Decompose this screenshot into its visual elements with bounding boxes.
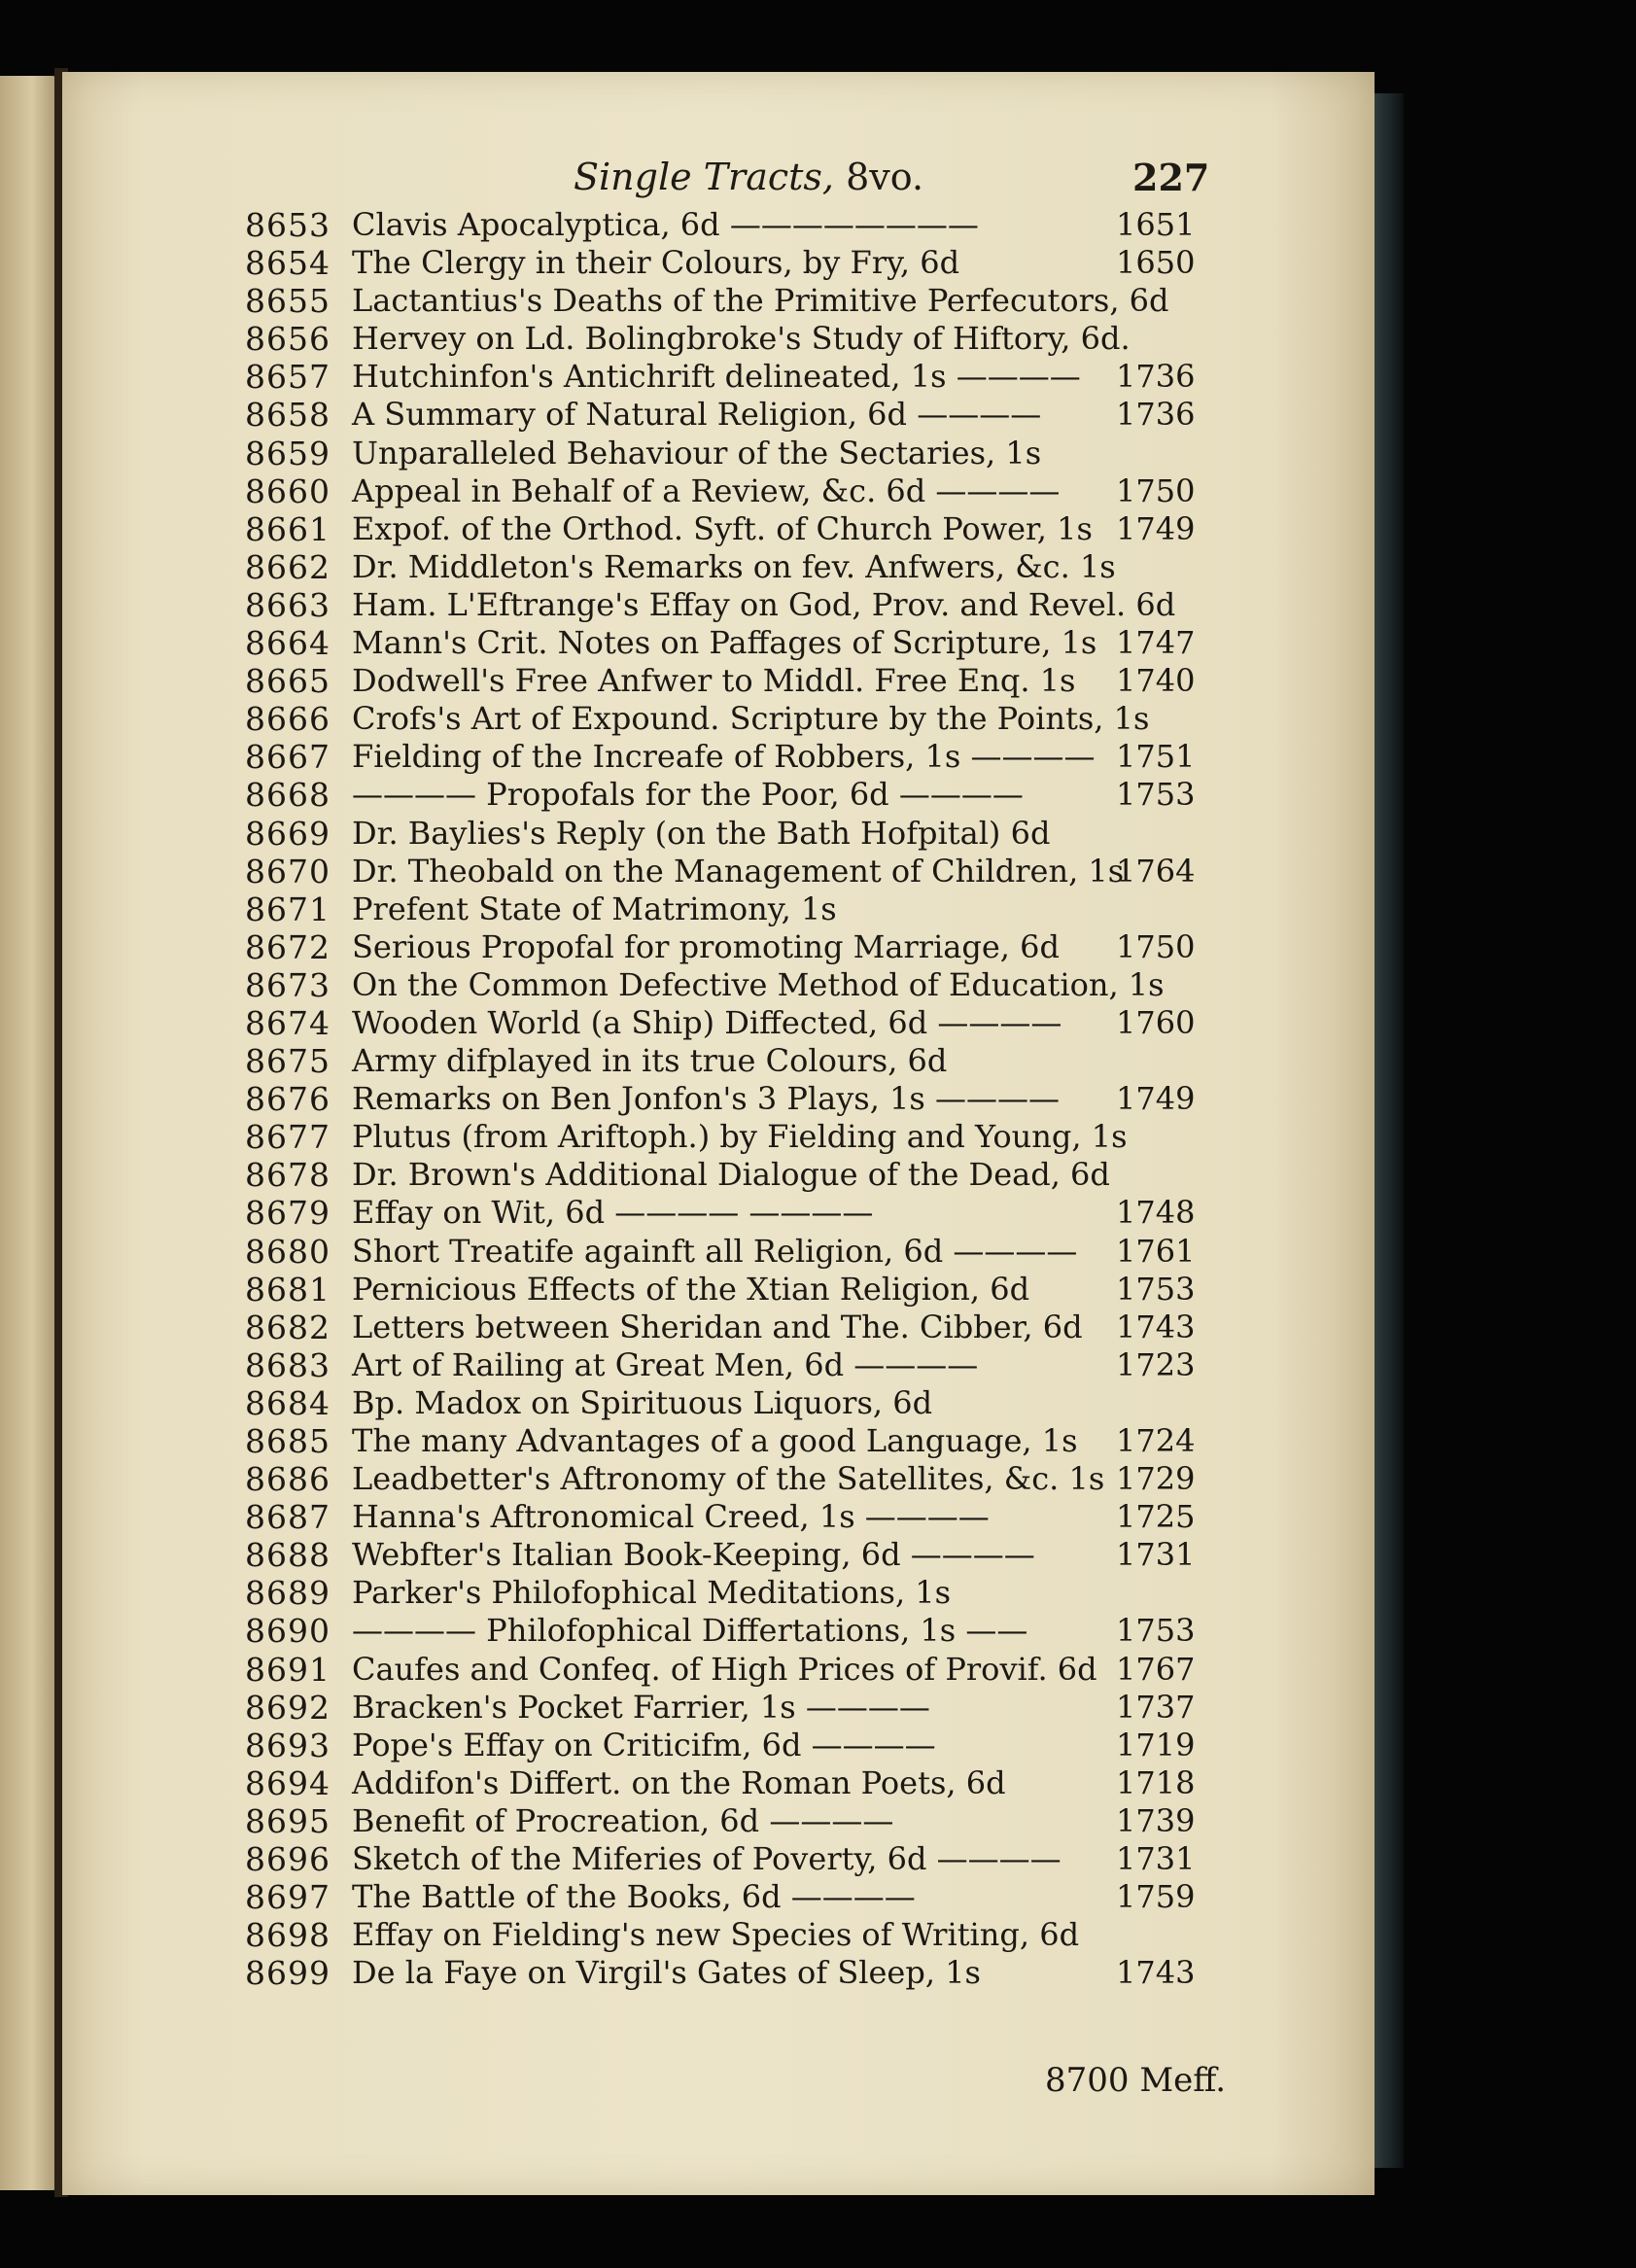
entry-number: 8673	[245, 965, 331, 1004]
catalogue-entry	[0, 1194, 1264, 1232]
entry-number: 8667	[245, 738, 331, 777]
catalogue-entry	[0, 1004, 1264, 1042]
catalogue-entry	[0, 586, 1264, 624]
entry-title: Clavis Apocalyptica, 6d ————————	[352, 206, 979, 243]
catalogue-entry	[0, 776, 1264, 814]
entry-title: Hutchinfon's Antichrift delineated, 1s ————	[352, 358, 1081, 396]
catalogue-entry	[0, 700, 1264, 738]
entry-number: 8697	[245, 1878, 331, 1917]
entry-year: 1753	[1116, 1612, 1196, 1650]
entry-year: 1724	[1116, 1422, 1196, 1459]
entry-number: 8676	[245, 1080, 331, 1119]
entry-year: 1731	[1116, 1840, 1196, 1878]
entry-number: 8684	[245, 1383, 331, 1422]
catalogue-entry	[0, 358, 1264, 396]
entry-number: 8656	[245, 320, 331, 359]
format-label: 8vo.	[846, 156, 924, 198]
entry-number: 8654	[245, 244, 331, 283]
catalogue-entry	[0, 1954, 1264, 1992]
running-header	[62, 156, 1375, 204]
catalogue-entry	[0, 1080, 1264, 1118]
entry-title: Benefit of Procreation, 6d ————	[352, 1801, 894, 1839]
entry-number: 8670	[245, 852, 331, 890]
entry-title: Addifon's Differt. on the Roman Poets, 6d	[352, 1763, 1006, 1801]
entry-number: 8669	[245, 814, 331, 853]
entry-title: Dr. Theobald on the Management of Children, 1s	[352, 852, 1125, 890]
entry-title: Serious Propofal for promoting Marriage, 6d	[352, 927, 1060, 965]
catalogue-entry	[0, 1878, 1264, 1916]
entry-title: On the Common Defective Method of Education, 1s	[352, 965, 1165, 1003]
entry-title: Mann's Crit. Notes on Paffages of Scripture, 1s	[352, 624, 1097, 662]
entry-year: 1749	[1116, 1080, 1196, 1118]
entry-number: 8677	[245, 1118, 331, 1157]
cover-edge	[1375, 93, 1404, 2168]
entry-year: 1651	[1116, 206, 1196, 243]
catalogue-entry	[0, 1840, 1264, 1878]
entry-title: ———— Propofals for the Poor, 6d ————	[352, 776, 1024, 814]
entry-number: 8666	[245, 700, 331, 739]
entry-number: 8696	[245, 1840, 331, 1879]
catalogue-entry	[0, 435, 1264, 472]
entry-number: 8665	[245, 662, 331, 701]
entry-number: 8679	[245, 1194, 331, 1233]
entry-number: 8668	[245, 776, 331, 815]
entry-number: 8672	[245, 927, 331, 966]
entry-title: Dodwell's Free Anfwer to Middl. Free Enq. 1s	[352, 662, 1076, 700]
entry-title: Parker's Philofophical Meditations, 1s	[352, 1574, 952, 1612]
entry-title: Bp. Madox on Spirituous Liquors, 6d	[352, 1383, 933, 1421]
entry-title: A Summary of Natural Religion, 6d ————	[352, 396, 1042, 434]
entry-number: 8663	[245, 585, 331, 624]
entry-title: The Battle of the Books, 6d ————	[352, 1878, 916, 1916]
catalogue-entry	[0, 1574, 1264, 1612]
entry-title: Remarks on Ben Jonfon's 3 Plays, 1s ————	[352, 1080, 1060, 1118]
entry-number: 8683	[245, 1345, 331, 1384]
entry-number: 8690	[245, 1612, 331, 1651]
entry-number: 8681	[245, 1270, 331, 1308]
catalogue-entry	[0, 1271, 1264, 1308]
entry-title: The Clergy in their Colours, by Fry, 6d	[352, 244, 960, 282]
entry-title: Appeal in Behalf of a Review, &c. 6d ————	[352, 471, 1061, 509]
entry-number: 8671	[245, 890, 331, 928]
catchword: 8700 Meff.	[1045, 2061, 1227, 2100]
entry-title: Crofs's Art of Expound. Scripture by the Points, 1s	[352, 700, 1150, 738]
catalogue-entry	[0, 1612, 1264, 1650]
catalogue-entry	[0, 1651, 1264, 1689]
entry-title: Sketch of the Miferies of Poverty, 6d ————	[352, 1840, 1062, 1878]
entry-number: 8689	[245, 1574, 331, 1613]
entry-year: 1723	[1116, 1345, 1196, 1383]
entry-title: Leadbetter's Aftronomy of the Satellites, &c. 1s	[352, 1460, 1105, 1498]
catalogue-entry	[0, 1422, 1264, 1460]
entry-title: Army difplayed in its true Colours, 6d	[352, 1042, 948, 1080]
catalogue-entry	[0, 548, 1264, 586]
entry-title: Letters between Sheridan and The. Cibber, 6d	[352, 1308, 1083, 1345]
entry-title: Ham. L'Eftrange's Effay on God, Prov. and Revel. 6d	[352, 585, 1176, 623]
entry-number: 8698	[245, 1916, 331, 1955]
entry-number: 8658	[245, 396, 331, 435]
catalogue-entry	[0, 1536, 1264, 1574]
entry-title: Wooden World (a Ship) Diffected, 6d ————	[352, 1003, 1062, 1041]
entry-number: 8682	[245, 1308, 331, 1346]
catalogue-entry	[0, 1384, 1264, 1422]
entry-year: 1743	[1116, 1954, 1196, 1992]
entry-year: 1718	[1116, 1763, 1196, 1801]
catalogue-entry	[0, 662, 1264, 700]
entry-year: 1759	[1116, 1878, 1196, 1916]
entry-title: De la Faye on Virgil's Gates of Sleep, 1s	[352, 1954, 981, 1992]
entry-title: Plutus (from Ariftoph.) by Fielding and Young, 1s	[352, 1118, 1128, 1156]
catalogue-entries	[0, 206, 1264, 1992]
entry-year: 1748	[1116, 1194, 1196, 1232]
entry-year: 1737	[1116, 1688, 1196, 1726]
entry-number: 8685	[245, 1422, 331, 1460]
catalogue-entry	[0, 853, 1264, 890]
catalogue-entry	[0, 1346, 1264, 1384]
entry-number: 8661	[245, 509, 331, 548]
entry-title: Webfter's Italian Book-Keeping, 6d ————	[352, 1536, 1035, 1574]
entry-title: Dr. Brown's Additional Dialogue of the Dead, 6d	[352, 1156, 1110, 1194]
entry-title: The many Advantages of a good Language, 1s	[352, 1422, 1078, 1459]
entry-year: 1749	[1116, 509, 1196, 547]
entry-year: 1750	[1116, 927, 1196, 965]
catalogue-entry	[0, 472, 1264, 510]
catalogue-entry	[0, 1118, 1264, 1156]
entry-year: 1767	[1116, 1650, 1196, 1688]
entry-title: Hervey on Ld. Bolingbroke's Study of Hiftory, 6d.	[352, 320, 1131, 358]
entry-year: 1725	[1116, 1498, 1196, 1536]
entry-year: 1719	[1116, 1726, 1196, 1763]
catalogue-entry	[0, 1727, 1264, 1764]
entry-year: 1739	[1116, 1801, 1196, 1839]
entry-title: Expof. of the Orthod. Syft. of Church Power, 1s	[352, 509, 1093, 547]
entry-title: Caufes and Confeq. of High Prices of Provif. 6d	[352, 1650, 1097, 1688]
entry-number: 8678	[245, 1156, 331, 1195]
entry-year: 1764	[1116, 852, 1196, 890]
catalogue-entry	[0, 244, 1264, 282]
catalogue-entry	[0, 1498, 1264, 1536]
entry-year: 1747	[1116, 624, 1196, 662]
entry-title: Short Treatife againft all Religion, 6d ————	[352, 1232, 1078, 1270]
catalogue-entry	[0, 1156, 1264, 1194]
entry-number: 8653	[245, 206, 331, 244]
entry-title: Fielding of the Increafe of Robbers, 1s ————	[352, 738, 1096, 776]
entry-title: Unparalleled Behaviour of the Sectaries, 1s	[352, 434, 1042, 471]
catalogue-entry	[0, 282, 1264, 320]
catalogue-entry	[0, 928, 1264, 966]
entry-number: 8692	[245, 1688, 331, 1727]
catalogue-entry	[0, 510, 1264, 548]
entry-title: Prefent State of Matrimony, 1s	[352, 890, 837, 927]
entry-year: 1761	[1116, 1232, 1196, 1270]
entry-year: 1750	[1116, 471, 1196, 509]
entry-number: 8695	[245, 1801, 331, 1840]
page-number: 227	[1132, 156, 1210, 199]
catalogue-entry	[0, 1308, 1264, 1346]
entry-title: Pernicious Effects of the Xtian Religion, 6d	[352, 1270, 1030, 1308]
entry-title: Effay on Fielding's new Species of Writing, 6d	[352, 1916, 1080, 1954]
section-title: Single Tracts,	[574, 156, 835, 198]
catalogue-entry	[0, 1689, 1264, 1727]
entry-title: Art of Railing at Great Men, 6d ————	[352, 1345, 979, 1383]
entry-year: 1731	[1116, 1536, 1196, 1574]
entry-number: 8686	[245, 1460, 331, 1499]
entry-year: 1736	[1116, 358, 1196, 396]
entry-title: Pope's Effay on Criticifm, 6d ————	[352, 1726, 936, 1763]
catalogue-entry	[0, 890, 1264, 928]
entry-year: 1751	[1116, 738, 1196, 776]
entry-title: Bracken's Pocket Farrier, 1s ————	[352, 1688, 930, 1726]
entry-year: 1760	[1116, 1003, 1196, 1041]
catalogue-entry	[0, 624, 1264, 662]
entry-number: 8694	[245, 1763, 331, 1802]
entry-title: Effay on Wit, 6d ———— ————	[352, 1194, 874, 1232]
entry-number: 8699	[245, 1954, 331, 1993]
entry-year: 1740	[1116, 662, 1196, 700]
catalogue-entry	[0, 396, 1264, 434]
catalogue-entry	[0, 1460, 1264, 1498]
catalogue-entry	[0, 1802, 1264, 1840]
entry-title: ———— Philofophical Differtations, 1s ——	[352, 1612, 1028, 1650]
entry-year: 1650	[1116, 244, 1196, 282]
catalogue-entry	[0, 1233, 1264, 1271]
entry-number: 8657	[245, 358, 331, 397]
entry-title: Lactantius's Deaths of the Primitive Perfecutors, 6d	[352, 282, 1169, 320]
entry-number: 8688	[245, 1536, 331, 1575]
entry-year: 1743	[1116, 1308, 1196, 1345]
catalogue-entry	[0, 1916, 1264, 1954]
entry-number: 8660	[245, 471, 331, 510]
catalogue-entry	[0, 966, 1264, 1004]
entry-number: 8659	[245, 434, 331, 472]
entry-title: Dr. Middleton's Remarks on fev. Anfwers, &c. 1s	[352, 547, 1116, 585]
catalogue-entry	[0, 1764, 1264, 1802]
entry-number: 8655	[245, 282, 331, 321]
catalogue-entry	[0, 206, 1264, 244]
entry-number: 8675	[245, 1042, 331, 1081]
entry-year: 1753	[1116, 776, 1196, 814]
entry-title: Dr. Baylies's Reply (on the Bath Hofpital) 6d	[352, 814, 1051, 852]
entry-year: 1753	[1116, 1270, 1196, 1308]
entry-number: 8693	[245, 1726, 331, 1764]
entry-title: Hanna's Aftronomical Creed, 1s ————	[352, 1498, 990, 1536]
entry-number: 8674	[245, 1003, 331, 1042]
catalogue-entry	[0, 815, 1264, 853]
entry-number: 8687	[245, 1498, 331, 1537]
running-title	[574, 156, 923, 198]
catalogue-entry	[0, 1042, 1264, 1080]
catalogue-entry	[0, 738, 1264, 776]
entry-number: 8680	[245, 1232, 331, 1271]
entry-number: 8664	[245, 624, 331, 663]
entry-year: 1736	[1116, 396, 1196, 434]
entry-number: 8691	[245, 1650, 331, 1689]
entry-year: 1729	[1116, 1460, 1196, 1498]
entry-number: 8662	[245, 547, 331, 586]
catalogue-entry	[0, 320, 1264, 358]
